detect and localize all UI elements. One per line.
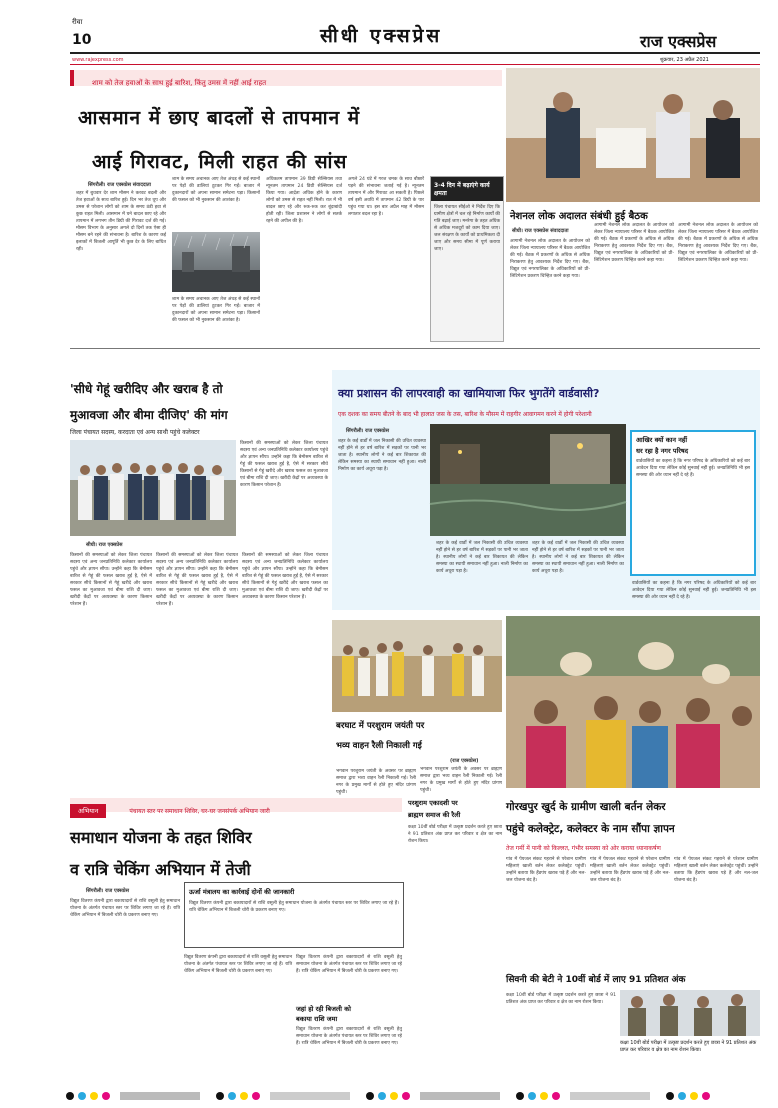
story1-body-col4: अगले 24 घंटे में गरज चमक के साथ बौछारें पड़ने की संभावना जताई गई है। न्यूनतम तापमान में और गिरावट आ सकती है। पिछले वर्ष इसी अवधि में तापमान 42 डिग्री के पार पहुंच गया था। इस बार अप्रैल माह में मौसम लगातार बदल रहा है। [348,177,424,217]
story1-sidebar [430,176,504,342]
story5-byline: (राज एक्सप्रेस) [450,758,479,764]
story7-sub-text: विद्युत वितरण कंपनी द्वारा बकायादारों से राशि वसूली हेतु समाधान योजना के अंतर्गत पंचायत स्तर पर शिविर लगाए जा रहे हैं। रात्रि चेकिंग अभियान में बिजली चोरी के प्रकरण बनाए गए। [189,901,399,913]
story1-headline-line2: आई गिरावट, मिली राहत की सांस [92,151,348,173]
story2-headline: नेशनल लोक अदालत संबंधी हुई बैठक [510,211,648,222]
rally-photo-art [332,620,502,712]
masthead-rule-thin [70,64,760,65]
story5-headline-line1: बरघाट में परशुराम जयंती पर [336,721,425,731]
story7-byline: सिंगरौली। राज एक्सप्रेस [86,888,130,894]
story2-byline: सीधी। राज एक्सप्रेस संवाददाता [512,228,569,234]
rain-photo-art [172,232,260,292]
story5-headline-line2: भव्य वाहन रैली निकाली गई [336,741,422,751]
story8-headline: सिवनी की बेटी ने 10वीं बोर्ड में लाए 91 प्रतिशत अंक [506,975,686,985]
delegation-photo [70,440,236,536]
brand-logo: राज एक्सप्रेस [640,32,717,51]
story7-tag: अभियान [70,804,106,818]
story1-headline-line1: आसमान में छाए बादलों से तापमान में [78,107,361,129]
story2-body-col2: आगामी नेशनल लोक अदालत के आयोजन को लेकर जिला न्यायालय परिसर में बैठक आयोजित की गई। बैठक में प्रकरणों के अधिक से अधिक निराकरण हेतु आवश्यक निर्देश दिए गए। बैंक, विद्युत एवं नगरपालिका के अधिकारियों को प्री-लिटिगेशन प्रकरण चिन्हित करने कहा गया। [594,223,674,263]
story2-body-col3: आगामी नेशनल लोक अदालत के आयोजन को लेकर जिला न्यायालय परिसर में बैठक आयोजित की गई। बैठक में प्रकरणों के अधिक से अधिक निराकरण हेतु आवश्यक निर्देश दिए गए। बैंक, विद्युत एवं नगरपालिका के अधिकारियों को प्री-लिटिगेशन प्रकरण चिन्हित करने कहा गया। [678,223,758,263]
story4-body-col4: वार्डवासियों का कहना है कि नगर परिषद के अधिकारियों को कई बार आवेदन दिया गया लेकिन कोई सुनवाई नहीं हुई। जनप्रतिनिधि भी इस समस्या की ओर ध्यान नहीं दे रहे हैं। [632,581,756,600]
story8-body: कक्षा 10वीं बोर्ड परीक्षा में उत्कृष्ट प्रदर्शन करते हुए छात्रा ने 91 प्रतिशत अंक प्राप्त कर परिवार व क्षेत्र का नाम रोशन किया। [506,993,616,1005]
story7-kicker: पंचायत स्तर पर समाधान शिविर, घर-घर जनसंपर्क अभियान जारी [129,808,270,815]
villagers-photo [506,616,760,788]
story4-body-col3: शहर के कई वार्डों में जल निकासी की उचित व्यवस्था नहीं होने से हर वर्ष बारिश में सड़कों पर पानी भर जाता है। स्थानीय लोगों ने कई बार शिकायत की लेकिन समस्या का स्थायी समाधान नहीं हुआ। नाली निर्माण का कार्य अधूरा पड़ा है। [532,541,624,574]
rain-photo [172,232,260,292]
story8-kicker-line1: परशुराम एकादशी पर [408,799,458,807]
story6-body-col3: गांव में पेयजल संकट गहराने से परेशान ग्रामीण महिलाएं खाली बर्तन लेकर कलेक्ट्रेट पहुंचीं। उन्होंने बताया कि हैंडपंप खराब पड़े हैं और नल-जल योजना बंद है। [674,857,758,883]
story1-kicker-text: शाम को तेज हवाओं के साथ हुई बारिश, किंतु उमस में नहीं आई राहत [92,79,267,87]
section-label: रीवा [72,18,83,26]
story3-byline: सीधी। राज एक्सप्रेस [86,542,123,548]
story1-sidebar-text: जिला पंचायत सीईओ ने निर्देश दिए कि ग्रामीण क्षेत्रों में चल रहे निर्माण कार्यों की गति बढ़ाई जाए। मनरेगा के तहत अधिक से अधिक मजदूरों को काम दिया जाए। जल संरक्षण के कार्यों को प्राथमिकता दी जाए और समय सीमा में पूर्ण कराया जाए। [434,205,500,252]
story4-byline: सिंगरौली। राज एक्सप्रेस [346,428,390,434]
story6-headline-line2: पहुंचे कलेक्ट्रेट, कलेक्टर के नाम सौंपा ज्ञापन [506,823,675,835]
story8-caption: कक्षा 10वीं बोर्ड परीक्षा में उत्कृष्ट प्रदर्शन करते हुए छात्रा ने 91 प्रतिशत अंक प्राप्त कर परिवार व क्षेत्र का नाम रोशन किया। [620,1040,757,1053]
story4-box-title2: धर रहा है नगर परिषद [636,447,689,455]
story3-photo-side: किसानों की समस्याओं को लेकर जिला पंचायत सदस्य एवं अन्य जनप्रतिनिधि कलेक्टर कार्यालय पहुंचे और ज्ञापन सौंपा। उन्होंने कहा कि बेमौसम बारिश से गेहूं की फसल खराब हुई है, ऐसे में सरकार सीधे किसानों से गेहूं खरीदे और खराब फसल का मुआवजा एवं बीमा राशि दी जाए। खरीदी केंद्रों पर अव्यवस्था के कारण किसान परेशान हैं। [240,441,328,488]
section-title: सीधी एक्सप्रेस [320,25,443,47]
story4-body-col1: शहर के कई वार्डों में जल निकासी की उचित व्यवस्था नहीं होने से हर वर्ष बारिश में सड़कों पर पानी भर जाता है। स्थानीय लोगों ने कई बार शिकायत की लेकिन समस्या का स्थायी समाधान नहीं हुआ। नाली निर्माण का कार्य अधूरा पड़ा है। [338,439,426,472]
story6-body-col1: गांव में पेयजल संकट गहराने से परेशान ग्रामीण महिलाएं खाली बर्तन लेकर कलेक्ट्रेट पहुंचीं। उन्होंने बताया कि हैंडपंप खराब पड़े हैं और नल-जल योजना बंद है। [506,857,586,883]
masthead-rule [70,52,760,54]
meeting-photo-art [506,68,760,202]
story7-body-col3a: विद्युत वितरण कंपनी द्वारा बकायादारों से राशि वसूली हेतु समाधान योजना के अंतर्गत पंचायत स्तर पर शिविर लगाए जा रहे हैं। रात्रि चेकिंग अभियान में बिजली चोरी के प्रकरण बनाए गए। [296,955,402,974]
student-photo [620,990,760,1036]
story8-side-col: कक्षा 10वीं बोर्ड परीक्षा में उत्कृष्ट प्रदर्शन करते हुए छात्रा ने 91 प्रतिशत अंक प्राप्त कर परिवार व क्षेत्र का नाम रोशन किया। [408,825,502,844]
story4-body-col2: शहर के कई वार्डों में जल निकासी की उचित व्यवस्था नहीं होने से हर वर्ष बारिश में सड़कों पर पानी भर जाता है। स्थानीय लोगों ने कई बार शिकायत की लेकिन समस्या का स्थायी समाधान नहीं हुआ। नाली निर्माण का कार्य अधूरा पड़ा है। [436,541,528,574]
villagers-photo-art [506,616,760,788]
story3-body-col3: किसानों की समस्याओं को लेकर जिला पंचायत सदस्य एवं अन्य जनप्रतिनिधि कलेक्टर कार्यालय पहुंचे और ज्ञापन सौंपा। उन्होंने कहा कि बेमौसम बारिश से गेहूं की फसल खराब हुई है, ऐसे में सरकार सीधे किसानों से गेहूं खरीदे और खराब फसल का मुआवजा एवं बीमा राशि दी जाए। खरीदी केंद्रों पर अव्यवस्था के कारण किसान परेशान हैं। [242,553,328,600]
registration-dots [66,1092,710,1100]
delegation-photo-art [70,440,236,536]
website-url: www.rajexpress.com [72,57,124,63]
story7-sub-title: ऊर्जा मंत्रालय का कार्रवाई दोनों की जानकारी [189,888,295,896]
story5-body-col1: भगवान परशुराम जयंती के अवसर पर ब्राह्मण समाज द्वारा भव्य वाहन रैली निकाली गई। रैली नगर के प्रमुख मार्गों से होते हुए मंदिर प्रांगण पहुंची। [336,769,416,795]
story3-body-col2: किसानों की समस्याओं को लेकर जिला पंचायत सदस्य एवं अन्य जनप्रतिनिधि कलेक्टर कार्यालय पहुंचे और ज्ञापन सौंपा। उन्होंने कहा कि बेमौसम बारिश से गेहूं की फसल खराब हुई है, ऐसे में सरकार सीधे किसानों से गेहूं खरीदे और खराब फसल का मुआवजा एवं बीमा राशि दी जाए। खरीदी केंद्रों पर अव्यवस्था के कारण किसान परेशान हैं। [156,553,238,607]
story4-box [630,430,756,576]
story7-sub-heading2: बकाया राशि जमा [296,1015,338,1023]
story3-headline-line1: 'सीधे गेहूं खरीदिए और खराब है तो [70,382,223,396]
story7-kicker-bar [70,798,402,815]
story7-sub-heading: जहां हो रही बिजली को [296,1005,351,1013]
story1-body-col2b: शाम के समय अचानक आए तेज अंधड़ से कई स्थानों पर पेड़ों की डालियां टूटकर गिर गईं। बाजार में दुकानदारों को अपना सामान समेटना पड़ा। किसानों की फसल को भी नुकसान की आशंका है। [172,297,260,323]
story3-body-col1: किसानों की समस्याओं को लेकर जिला पंचायत सदस्य एवं अन्य जनप्रतिनिधि कलेक्टर कार्यालय पहुंचे और ज्ञापन सौंपा। उन्होंने कहा कि बेमौसम बारिश से गेहूं की फसल खराब हुई है, ऐसे में सरकार सीधे किसानों से गेहूं खरीदे और खराब फसल का मुआवजा एवं बीमा राशि दी जाए। खरीदी केंद्रों पर अव्यवस्था के कारण किसान परेशान हैं। [70,553,152,607]
print-registration-bar [60,1090,760,1102]
rally-photo [332,620,502,712]
story7-headline-line1: समाधान योजना के तहत शिविर [70,828,252,847]
street-photo-art [430,424,626,536]
story1-body-col1: शहर में बुधवार देर शाम मौसम ने करवट बदली और तेज हवाओं के साथ बारिश हुई। दिन भर तेज धूप और उमस से परेशान लोगों को शाम के समय ठंडी हवा से कुछ राहत मिली। आसमान में घने बादल छाए रहे और तापमान में लगभग तीन डिग्री की गिरावट दर्ज की गई। मौसम विभाग के अनुसार अगले दो दिनों तक ऐसा ही मौसम बने रहने की संभावना है। बारिश के कारण कई इलाकों में बिजली आपूर्ति भी कुछ देर के लिए बाधित रही। [76,191,166,252]
page-number: 10 [72,32,92,48]
story7-body-col3: विद्युत वितरण कंपनी द्वारा बकायादारों से राशि वसूली हेतु समाधान योजना के अंतर्गत पंचायत स्तर पर शिविर लगाए जा रहे हैं। रात्रि चेकिंग अभियान में बिजली चोरी के प्रकरण बनाए गए। [296,1027,402,1046]
story3-deck: जिला पंचायत सदस्य, करदाता एवं अन्य साथी पहुंचे कलेक्टर [70,429,200,436]
student-photo-art [620,990,760,1036]
issue-date: शुक्रवार, 23 अप्रैल 2021 [660,57,709,63]
story7-body-col1: विद्युत वितरण कंपनी द्वारा बकायादारों से राशि वसूली हेतु समाधान योजना के अंतर्गत पंचायत स्तर पर शिविर लगाए जा रहे हैं। रात्रि चेकिंग अभियान में बिजली चोरी के प्रकरण बनाए गए। [70,899,180,918]
story4-deck: एक दशक का समय बीतने के बाद भी हालात जस के तस, बारिश के मौसम में राहगीर आवागमन करने में होगी परेशानी [338,411,592,418]
story7-body-col2: विद्युत वितरण कंपनी द्वारा बकायादारों से राशि वसूली हेतु समाधान योजना के अंतर्गत पंचायत स्तर पर शिविर लगाए जा रहे हैं। रात्रि चेकिंग अभियान में बिजली चोरी के प्रकरण बनाए गए। [184,955,292,974]
story1-kicker [70,70,502,86]
story3-headline-line2: मुआवजा और बीमा दीजिए' की मांग [70,408,228,422]
meeting-photo [506,68,760,202]
story6-body-col2: गांव में पेयजल संकट गहराने से परेशान ग्रामीण महिलाएं खाली बर्तन लेकर कलेक्ट्रेट पहुंचीं। उन्होंने बताया कि हैंडपंप खराब पड़े हैं और नल-जल योजना बंद है। [590,857,670,883]
story4-box-text: वार्डवासियों का कहना है कि नगर परिषद के अधिकारियों को कई बार आवेदन दिया गया लेकिन कोई सुनवाई नहीं हुई। जनप्रतिनिधि भी इस समस्या की ओर ध्यान नहीं दे रहे हैं। [636,459,750,478]
divider-upper [70,348,760,349]
story5-body-col2: भगवान परशुराम जयंती के अवसर पर ब्राह्मण समाज द्वारा भव्य वाहन रैली निकाली गई। रैली नगर के प्रमुख मार्गों से होते हुए मंदिर प्रांगण पहुंची। [420,767,502,793]
story1-byline: सिंगरौली। राज एक्सप्रेस संवाददाता [88,182,151,188]
story4-box-title1: आखिर क्यों कान नहीं [636,436,688,444]
story7-headline-line2: व रात्रि चेकिंग अभियान में तेजी [70,860,251,879]
story6-deck: तेज गर्मी में पानी को किल्लत, गंभीर समस्या को ओर कराया ध्यानाकर्षण [506,845,661,852]
story6-headline-line1: गोरखपुर खुर्द के ग्रामीण खाली बर्तन लेकर [506,801,666,813]
story1-body-col2: शाम के समय अचानक आए तेज अंधड़ से कई स्थानों पर पेड़ों की डालियां टूटकर गिर गईं। बाजार में दुकानदारों को अपना सामान समेटना पड़ा। किसानों की फसल को भी नुकसान की आशंका है। [172,177,260,203]
waterlogged-street-photo [430,424,626,536]
story1-sidebar-title: 3-4 दिन में बढ़ाएंगे कार्य क्षमता [431,177,503,201]
story2-body-col1: आगामी नेशनल लोक अदालत के आयोजन को लेकर जिला न्यायालय परिसर में बैठक आयोजित की गई। बैठक में प्रकरणों के अधिक से अधिक निराकरण हेतु आवश्यक निर्देश दिए गए। बैंक, विद्युत एवं नगरपालिका के अधिकारियों को प्री-लिटिगेशन प्रकरण चिन्हित करने कहा गया। [510,239,590,279]
story4-headline: क्या प्रशासन की लापरवाही का खामियाजा फिर भुगतेंगे वार्डवासी? [338,387,600,400]
story7-sub-box [184,882,404,948]
story8-kicker-line2: ब्राह्मण समाज की रैली [408,811,461,819]
story1-body-col3: अधिकतम तापमान 39 डिग्री सेल्सियस तथा न्यूनतम तापमान 24 डिग्री सेल्सियस दर्ज किया गया। आर्द्रता अधिक होने के कारण लोगों को उमस से राहत नहीं मिली। रात में भी बादल छाए रहे और रुक-रुक कर बूंदाबांदी होती रही। जिला प्रशासन ने लोगों से सतर्क रहने की अपील की है। [266,177,342,224]
